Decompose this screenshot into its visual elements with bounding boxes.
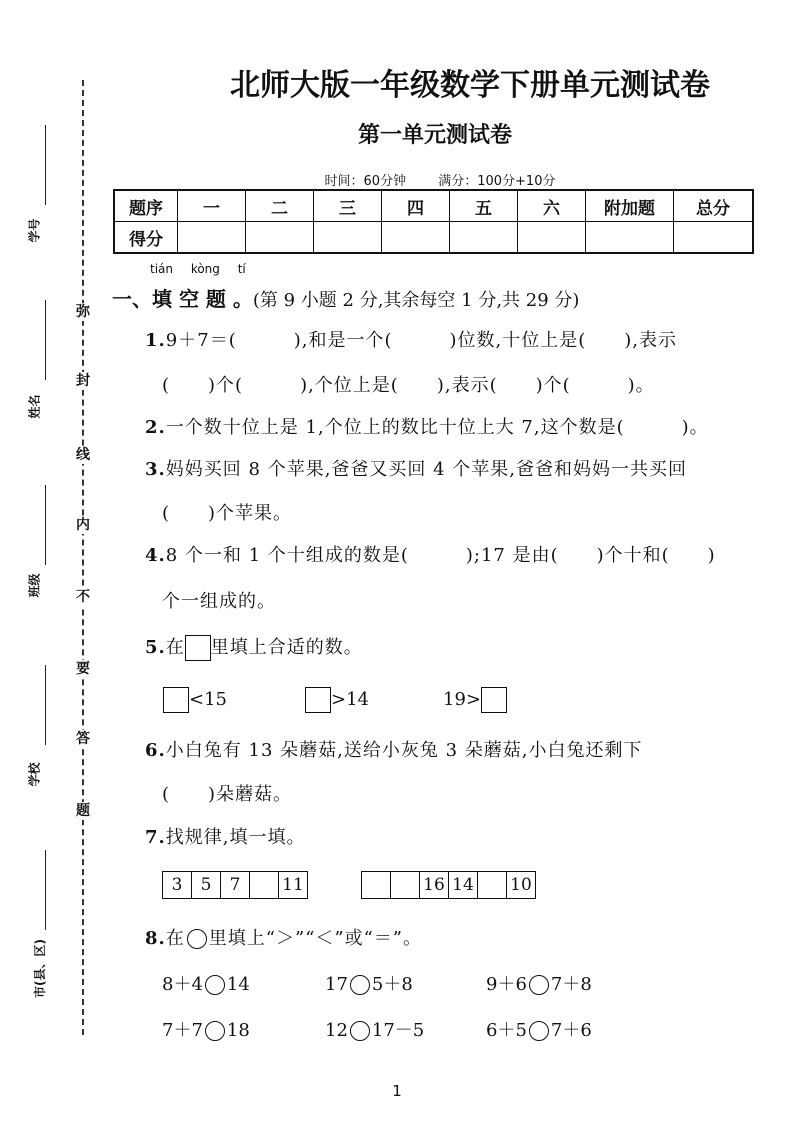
seal-char: 内: [76, 517, 90, 533]
compare-item: [486, 970, 592, 996]
q5-item-text: >14: [331, 689, 369, 710]
sequence-cell: 3: [163, 872, 192, 898]
question-7: [145, 823, 306, 849]
answer-box[interactable]: [305, 687, 331, 713]
question-3-cont: ( )个苹果。: [162, 503, 293, 524]
question-2: [145, 413, 709, 439]
header-cell: 总分: [674, 190, 754, 222]
compare-left: 17: [325, 974, 348, 995]
section-pinyin: tián kòng tí: [150, 262, 246, 276]
seal-char: 题: [76, 803, 90, 819]
seal-char: 答: [76, 731, 90, 747]
seal-dashed-line: [82, 80, 84, 1035]
seal-char: 线: [76, 447, 90, 463]
name-line: [45, 300, 46, 380]
q5-item-1: [163, 687, 227, 713]
sequence-blank[interactable]: [362, 872, 391, 898]
compare-left: 6＋5: [486, 1020, 527, 1041]
score-cell[interactable]: [674, 222, 754, 254]
answer-box: [185, 635, 211, 661]
compare-right: 7＋8: [550, 974, 592, 995]
compare-item: [486, 1016, 592, 1042]
question-number: 2.: [145, 417, 166, 438]
question-5: [145, 633, 363, 661]
question-number: 5.: [145, 637, 166, 658]
sequence-1: [162, 871, 308, 899]
q5-item-text: 19>: [443, 689, 481, 710]
score-cell[interactable]: [450, 222, 518, 254]
score-row-label: 得分: [114, 222, 178, 254]
score-cell[interactable]: [314, 222, 382, 254]
score-cell[interactable]: [178, 222, 246, 254]
question-text-pre: 在: [165, 637, 185, 658]
sequence-cell: 7: [221, 872, 250, 898]
q5-item-2: [305, 687, 369, 713]
score-cell[interactable]: [246, 222, 314, 254]
header-cell: 五: [450, 190, 518, 222]
q5-item-3: [443, 687, 507, 713]
student-id-label: 学号: [27, 218, 42, 243]
compare-left: 7＋7: [162, 1020, 203, 1041]
seal-char: 弥: [76, 304, 90, 320]
compare-item: [325, 1016, 424, 1042]
header-cell: 题序: [114, 190, 178, 222]
score-row: [114, 222, 753, 254]
compare-item: [325, 970, 413, 996]
question-text: 一个数十位上是 1,个位上的数比十位上大 7,这个数是( )。: [165, 417, 709, 438]
sequence-cell: 5: [192, 872, 221, 898]
question-text: 妈妈买回 8 个苹果,爸爸又买回 4 个苹果,爸爸和妈妈一共买回: [165, 459, 688, 480]
header-cell: 三: [314, 190, 382, 222]
exam-info: [0, 170, 794, 189]
sequence-blank[interactable]: [250, 872, 279, 898]
sequence-cell: 11: [282, 875, 304, 895]
sequence-blank[interactable]: [391, 872, 420, 898]
header-cell: 四: [382, 190, 450, 222]
class-label: 班级: [27, 573, 42, 598]
question-3: [145, 455, 687, 481]
full-score: 满分：100分+10分: [438, 174, 556, 189]
header-cell: 二: [246, 190, 314, 222]
question-text-post: 里填上“＞”“＜”或“＝”。: [208, 928, 423, 949]
score-cell[interactable]: [586, 222, 674, 254]
question-text-post: 里填上合适的数。: [210, 637, 363, 658]
compare-right: 17－5: [371, 1020, 425, 1041]
section-heading: [112, 283, 579, 312]
compare-right: 5＋8: [371, 974, 413, 995]
circle-blank[interactable]: [529, 1021, 549, 1041]
question-text-pre: 在: [165, 928, 185, 949]
sequence-cell: 14: [449, 872, 478, 898]
score-cell[interactable]: [518, 222, 586, 254]
question-6: [145, 736, 642, 762]
question-text: 9＋7＝( ),和是一个( )位数,十位上是( ),表示: [165, 330, 677, 351]
question-1-cont: ( )个( ),个位上是( ),表示( )个( )。: [162, 375, 655, 396]
city-line: [45, 850, 46, 930]
compare-right: 7＋6: [550, 1020, 592, 1041]
question-text: 小白兔有 13 朵蘑菇,送给小灰兔 3 朵蘑菇,小白兔还剩下: [165, 740, 643, 761]
answer-box[interactable]: [163, 687, 189, 713]
circle-blank[interactable]: [529, 975, 549, 995]
seal-char: 封: [76, 373, 90, 389]
score-table: [113, 189, 754, 254]
seal-char: 不: [76, 589, 90, 605]
question-number: 3.: [145, 459, 166, 480]
compare-right: 14: [226, 974, 250, 995]
circle-blank: [187, 929, 207, 949]
question-number: 8.: [145, 928, 166, 949]
question-text: 找规律,填一填。: [165, 827, 306, 848]
compare-left: 12: [325, 1020, 348, 1041]
compare-item: [162, 970, 250, 996]
header-cell: 六: [518, 190, 586, 222]
header-cell: 附加题: [586, 190, 674, 222]
question-8: [145, 924, 422, 950]
school-label: 学校: [27, 762, 42, 787]
class-line: [45, 485, 46, 565]
question-number: 4.: [145, 545, 166, 566]
sequence-blank[interactable]: [478, 872, 507, 898]
city-label: 市(县、区): [32, 939, 47, 998]
seal-char: 要: [76, 661, 90, 677]
circle-blank[interactable]: [350, 1021, 370, 1041]
sequence-cell: 16: [420, 872, 449, 898]
question-number: 6.: [145, 740, 166, 761]
question-1: [145, 326, 677, 352]
compare-item: [162, 1016, 250, 1042]
score-cell[interactable]: [382, 222, 450, 254]
question-number: 1.: [145, 330, 166, 351]
section-title: 一、填 空 题 。: [112, 287, 253, 311]
compare-left: 9＋6: [486, 974, 527, 995]
q5-item-text: <15: [189, 689, 227, 710]
time-limit: 时间：60分钟: [324, 174, 407, 189]
answer-box[interactable]: [481, 687, 507, 713]
school-line: [45, 665, 46, 745]
page-number: 1: [392, 1082, 402, 1100]
sequence-cell: 10: [510, 875, 532, 895]
circle-blank[interactable]: [205, 1021, 225, 1041]
question-text: 8 个一和 1 个十组成的数是( );17 是由( )个十和( ): [165, 545, 716, 566]
page-title: 北师大版一年级数学下册单元测试卷: [230, 68, 710, 103]
question-4: [145, 541, 716, 567]
circle-blank[interactable]: [205, 975, 225, 995]
header-cell: 一: [178, 190, 246, 222]
page-subtitle: 第一单元测试卷: [357, 123, 512, 148]
compare-left: 8＋4: [162, 974, 203, 995]
circle-blank[interactable]: [350, 975, 370, 995]
compare-right: 18: [226, 1020, 250, 1041]
section-note: (第 9 小题 2 分,其余每空 1 分,共 29 分): [252, 290, 580, 311]
score-table-header: [114, 190, 753, 222]
name-label: 姓名: [27, 394, 42, 419]
question-6-cont: ( )朵蘑菇。: [162, 784, 293, 805]
sequence-2: [361, 871, 536, 899]
question-4-cont: 个一组成的。: [162, 591, 276, 612]
question-number: 7.: [145, 827, 166, 848]
